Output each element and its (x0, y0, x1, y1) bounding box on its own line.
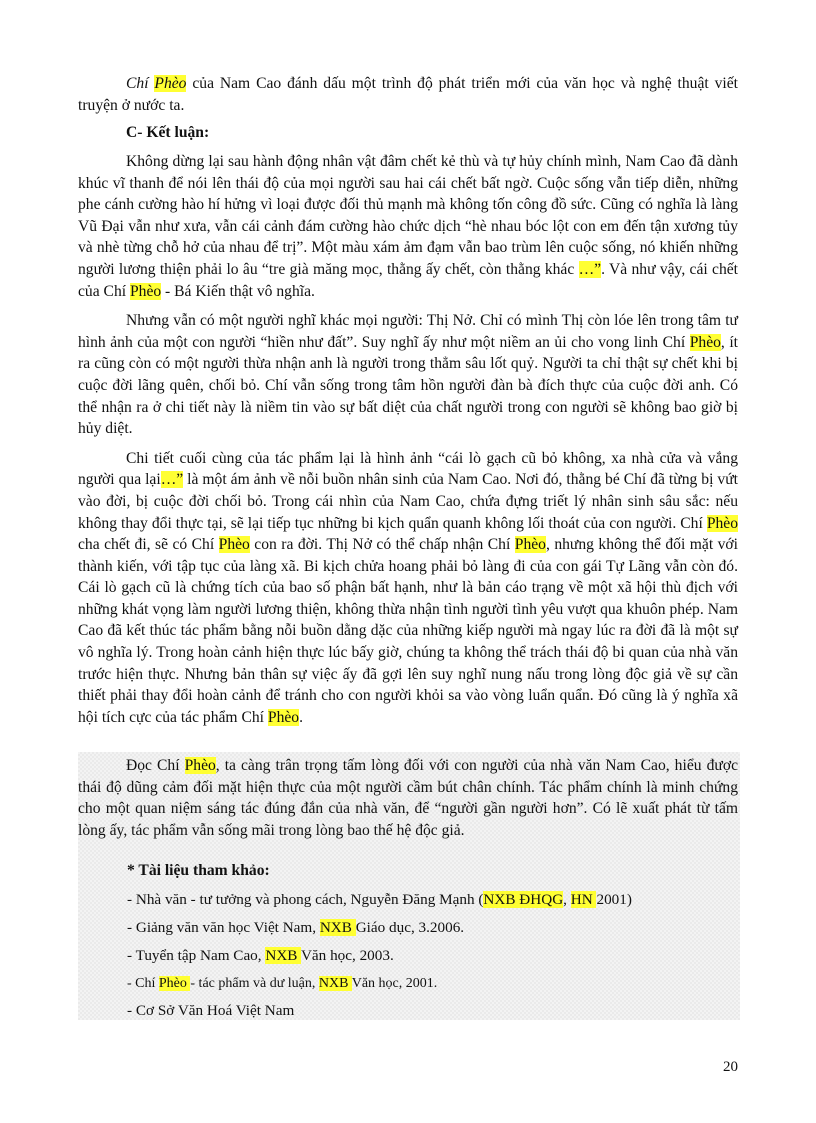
reference-item-5 (127, 1001, 294, 1021)
highlighted-text: Phèo (129, 282, 162, 300)
paragraph-1 (78, 73, 738, 116)
text-run: - Giảng văn văn học Việt Nam, (127, 919, 320, 936)
highlighted-text: Phèo (689, 333, 721, 351)
text-run: - Cơ Sở Văn Hoá Việt Nam (127, 1002, 295, 1019)
highlighted-text: NXB (318, 976, 352, 991)
highlighted-text: Phèo (158, 976, 191, 991)
text-run: , ít ra cũng còn có một người thừa nhận anh là người trong thẳm sâu lốt quỷ. Người ta chỉ thật sự chết khi bị cuộc đời lãng quên, chối bỏ. Chí vẫn sống trong tâm hồn người đàn bà đích thực của cuộc đời anh. Có thể nhận ra ở chi tiết này là niềm tin vào sự bất diệt của chất người trong con người sẽ không bao giờ bị hủy diệt. (78, 333, 739, 438)
paragraph-3 (78, 310, 738, 440)
text-run: , ta càng trân trọng tấm lòng đối với con người của nhà văn Nam Cao, hiểu được thái độ dũng cảm đối mặt hiện thực của một người cầm bút chân chính. Tác phẩm chính là minh chứng cho một quan niệm sáng tác đúng đắn của nhà văn, để “người gần người hơn”. Có lẽ xuất phát từ tấm lòng ấy, tác phẩm vẫn sống mãi trong lòng bao thế hệ độc giả. (78, 757, 738, 839)
page-number: 20 (723, 1059, 738, 1075)
text-run: Văn học, 2001. (351, 976, 438, 991)
text-run: Nhưng vẫn có một người nghĩ khác mọi người: Thị Nở. Chỉ có mình Thị còn lóe lên trong tâm tư hình ảnh của một con người “hiền như đất”. Suy nghĩ ấy như một niềm an ủi cho vong linh Chí (78, 312, 738, 351)
text-run: - Chí (127, 976, 159, 991)
highlighted-text: HN (570, 891, 597, 908)
intro-paragraph (78, 73, 738, 116)
highlighted-text: Phèo (514, 536, 546, 554)
text-run: . (299, 708, 303, 726)
text-run: Giáo dục, 3.2006. (355, 919, 465, 936)
highlighted-text: Phèo (218, 536, 250, 554)
reference-item-2 (127, 918, 464, 938)
text-run: - Bá Kiến thật vô nghĩa. (161, 282, 315, 300)
text-run: - tác phẩm và dư luận, (190, 976, 319, 991)
closing-paragraph (78, 755, 738, 841)
text-run: 2001) (596, 891, 632, 908)
reference-item-1 (127, 890, 632, 910)
highlighted-text: Phèo (706, 514, 738, 532)
highlighted-text: Phèo (267, 708, 300, 726)
text-run: - Tuyển tập Nam Cao, (127, 947, 266, 964)
paragraph-5 (78, 755, 738, 841)
text-run: , (563, 891, 571, 908)
text-run: cha chết đi, sẽ có Chí (78, 536, 219, 554)
text-run: Đọc Chí (126, 757, 185, 774)
highlighted-text: NXB (319, 919, 356, 936)
paragraph-2 (78, 151, 738, 302)
highlighted-text: …” (160, 471, 184, 489)
references-heading: * Tài liệu tham khảo: (127, 862, 270, 879)
text-run: con ra đời. Thị Nở có thể chấp nhận Chí (249, 536, 515, 554)
text-run: . Và như vậy, cái chết của Chí (78, 260, 738, 300)
highlighted-text: Phèo (184, 757, 216, 774)
reference-item-3 (127, 946, 394, 966)
conclusion-body (78, 151, 738, 736)
highlighted-text: NXB (265, 947, 301, 964)
text-run: là một ám ảnh về nỗi buồn nhân sinh của Nam Cao. Nơi đó, thằng bé Chí đã từng bị vứt vào đời, bị cuộc đời chối bỏ. Trong cái nhìn của Nam Cao, chứa đựng triết lý nhân sinh sâu sắc: nếu không thay đổi thực tại, sẽ lại tiếp tục những bi kịch quẩn quanh không lối thoát của con người. Chí (78, 471, 738, 532)
highlighted-text: NXB ĐHQG (483, 891, 564, 908)
paragraph-4 (78, 448, 738, 729)
text-run: - Nhà văn - tư tưởng và phong cách, Nguyễn Đăng Mạnh ( (127, 891, 484, 908)
text-run: , nhưng không thể đối mặt với thành kiến, với tập tục của làng xã. Bi kịch chửa hoang phải bỏ làng đi của con gái Tự Lãng vẫn còn đó. Cái lò gạch cũ là chứng tích của bao số phận bất hạnh, như là bản cáo trạng về một xã hội thù địch với những khát vọng làm người lương thiện, không thừa nhận tình người tình yêu vượt qua khuôn phép. Nam Cao đã kết thúc tác phẩm bằng nỗi buồn dằng dặc của những kiếp người mà ngay lúc ra đời đã là một sự vô nghĩa lý. Trong hoàn cảnh hiện thực lúc bấy giờ, chúng ta không thể trách thái độ bi quan của nhà văn trước hiện thực. Nhưng bản thân sự việc ấy đã gợi lên suy nghĩ nung nấu trong lòng độc giả về sự cần thiết phải thay đổi hoàn cảnh để tránh cho con người khỏi sa vào vòng luẩn quẩn. Đó cũng là ý nghĩa xã hội tích cực của tác phẩm Chí (78, 536, 738, 726)
highlighted-text: Phèo (154, 75, 187, 92)
conclusion-heading: C- Kết luận: (126, 124, 210, 141)
text-run: Chi tiết cuối cùng của tác phẩm lại là hình ảnh “cái lò gạch cũ bỏ không, xa nhà cửa và vắng người qua lại (78, 449, 738, 489)
highlighted-text: …” (578, 260, 602, 278)
text-run: Văn học, 2003. (300, 947, 394, 964)
reference-item-4 (127, 974, 437, 994)
text-run: Không dừng lại sau hành động nhân vật đâm chết kẻ thù và tự hủy chính mình, Nam Cao đã dành khúc vĩ thanh để nói lên thái độ của mọi người sau hai cái chết bất ngờ. Cuộc sống vẫn tiếp diễn, những phe cánh cường hào hí hửng vì loại được đối thủ mạnh mà không tốn công đồ sức. Cũng có nghĩa là làng Vũ Đại vẫn như xưa, vẫn cái cảnh đám cường hào chức dịch “hè nhau bóc lột con em đến tận xương tủy và nhè từng chỗ hở của nhau để trị”. Một màu xám ảm đạm vẫn bao trùm lên cuộc sống, nó khiến những người lương thiện phải lo âu “tre già măng mọc, thằng ấy chết, còn thằng khác (78, 153, 738, 278)
text-run: Chí (126, 75, 155, 92)
text-run: của Nam Cao đánh dấu một trình độ phát triển mới của văn học và nghệ thuật viết truyện ở nước ta. (78, 75, 738, 114)
